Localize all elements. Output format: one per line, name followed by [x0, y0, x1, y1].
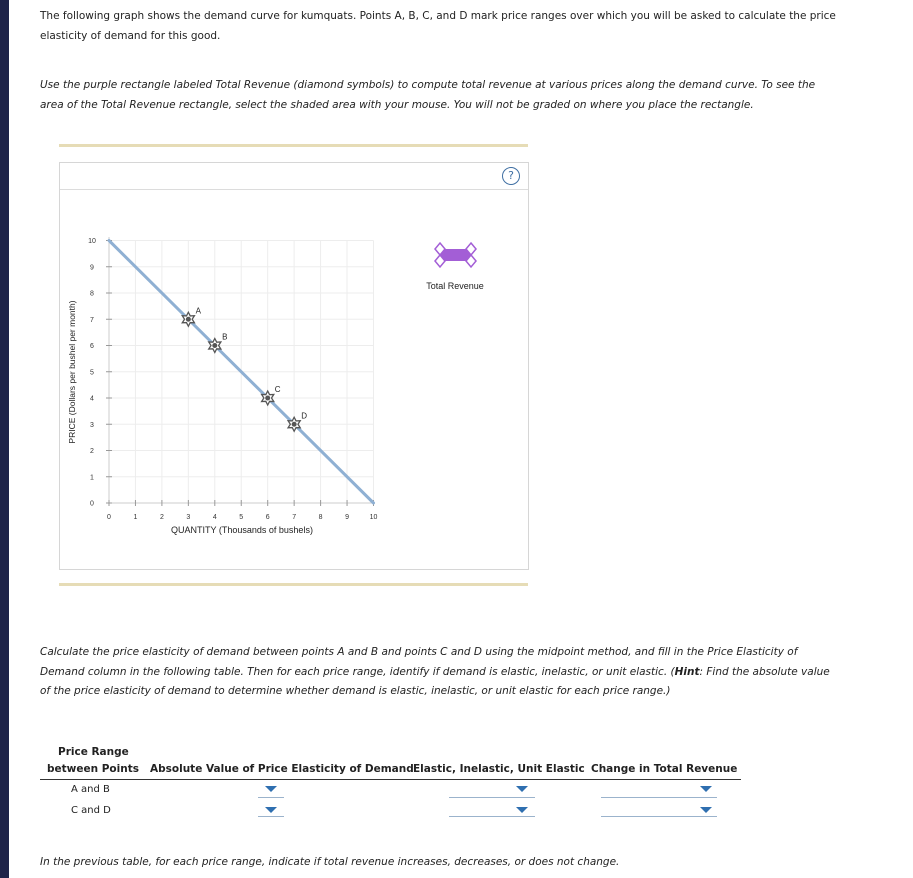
- hint-label: Hint: [674, 666, 700, 678]
- row-c-d-type-underline: [449, 816, 535, 817]
- row-c-d-elasticity-underline: [258, 816, 284, 817]
- table-header-rule: [40, 779, 741, 780]
- row-c-d-label: C and D: [71, 805, 111, 816]
- left-edge-bar: [0, 0, 9, 878]
- graph-panel: [59, 162, 529, 570]
- demand-point-b-center: [212, 343, 217, 348]
- total-revenue-tool[interactable]: [435, 243, 476, 267]
- y-tick-label: 4: [90, 395, 94, 403]
- row-c-d-revenue-dropdown[interactable]: [700, 807, 712, 813]
- row-c-d-type-dropdown[interactable]: [516, 807, 528, 813]
- row-a-b-type-dropdown[interactable]: [516, 786, 528, 792]
- y-tick-label: 8: [90, 290, 94, 298]
- demand-point-c-center: [265, 396, 270, 401]
- graph-bottom-divider: [59, 583, 528, 586]
- row-a-b-label: A and B: [71, 784, 110, 795]
- row-a-b-revenue-dropdown[interactable]: [700, 786, 712, 792]
- row-a-b-elasticity-underline: [258, 797, 284, 798]
- calc-line-2: [40, 662, 830, 682]
- demand-points: [182, 306, 307, 431]
- y-tick-label: 7: [90, 316, 94, 324]
- x-tick-label: 4: [212, 514, 217, 521]
- x-tick-label: 7: [292, 514, 297, 521]
- point-label-c: C: [274, 385, 281, 394]
- y-tick-label: 10: [88, 238, 96, 245]
- row-c-d-elasticity-dropdown[interactable]: [265, 807, 277, 813]
- total-revenue-label: Total Revenue: [426, 281, 484, 291]
- x-tick-label: 1: [133, 514, 138, 521]
- y-axis-label: PRICE (Dollars per bushel per month): [67, 300, 77, 444]
- y-tick-label: 5: [90, 369, 94, 377]
- help-icon[interactable]: ?: [502, 167, 520, 185]
- x-axis-label: QUANTITY (Thousands of bushels): [171, 525, 313, 535]
- x-tick-label: 6: [265, 514, 270, 521]
- row-a-b-elasticity-dropdown[interactable]: [265, 786, 277, 792]
- x-tick-label: 0: [107, 514, 111, 521]
- y-tick-label: 1: [90, 474, 94, 482]
- demand-point-d-center: [292, 422, 297, 427]
- header-price-range: Price Range: [58, 746, 129, 758]
- demand-point-a-center: [186, 317, 191, 322]
- instructions-line-2: area of the Total Revenue rectangle, select the shaded area with your mouse. You will not be graded on where you place the rectangle.: [40, 99, 754, 111]
- y-tick-label: 3: [90, 421, 94, 429]
- footer-text: In the previous table, for each price range, indicate if total revenue increases, decreases, or does not change.: [40, 856, 620, 868]
- x-tick-label: 2: [159, 514, 164, 521]
- y-tick-label: 2: [90, 448, 94, 455]
- y-tick-label: 6: [90, 343, 94, 350]
- x-tick-label: 8: [318, 514, 323, 521]
- calc-line-1: Calculate the price elasticity of demand between points A and B and points C and D using the midpoint method, and fill in the Price Elasticity of: [40, 646, 798, 658]
- instructions-line-1: Use the purple rectangle labeled Total Revenue (diamond symbols) to compute total revenue at various prices along the demand curve. To see the: [40, 79, 816, 91]
- total-revenue-rectangle[interactable]: [440, 249, 471, 261]
- calc-line-2-text: Demand column in the following table. Then for each price range, identify if demand is elastic, inelastic, or unit elastic. (: [40, 666, 675, 678]
- demand-chart: [60, 163, 528, 569]
- row-a-b-revenue-underline: [601, 797, 717, 798]
- y-tick-label: 9: [90, 264, 94, 272]
- x-tick-label: 5: [239, 514, 244, 521]
- point-label-d: D: [301, 411, 308, 421]
- x-tick-label: 3: [186, 514, 191, 521]
- point-label-b: B: [222, 332, 228, 342]
- row-c-d-revenue-underline: [601, 816, 717, 817]
- intro-line-2: elasticity of demand for this good.: [40, 30, 221, 42]
- header-revenue-change: Change in Total Revenue: [591, 763, 738, 775]
- intro-line-1: The following graph shows the demand curve for kumquats. Points A, B, C, and D mark price ranges over which you will be asked to calculate the price: [40, 10, 836, 22]
- chart-ticks: [88, 238, 377, 521]
- header-elastic-type: Elastic, Inelastic, Unit Elastic: [413, 763, 585, 775]
- x-tick-label: 9: [345, 514, 350, 521]
- graph-top-divider: [59, 144, 528, 147]
- header-elasticity: Absolute Value of Price Elasticity of Demand: [150, 763, 414, 775]
- calc-line-3: of the price elasticity of demand to determine whether demand is elastic, inelastic, or unit elastic for each price range.): [40, 685, 671, 697]
- calc-line-2-rest: : Find the absolute value: [699, 666, 830, 678]
- row-a-b-type-underline: [449, 797, 535, 798]
- point-label-a: A: [195, 306, 202, 316]
- header-between-points: between Points: [47, 763, 139, 775]
- y-tick-label: 0: [90, 500, 94, 508]
- x-tick-label: 10: [369, 514, 378, 521]
